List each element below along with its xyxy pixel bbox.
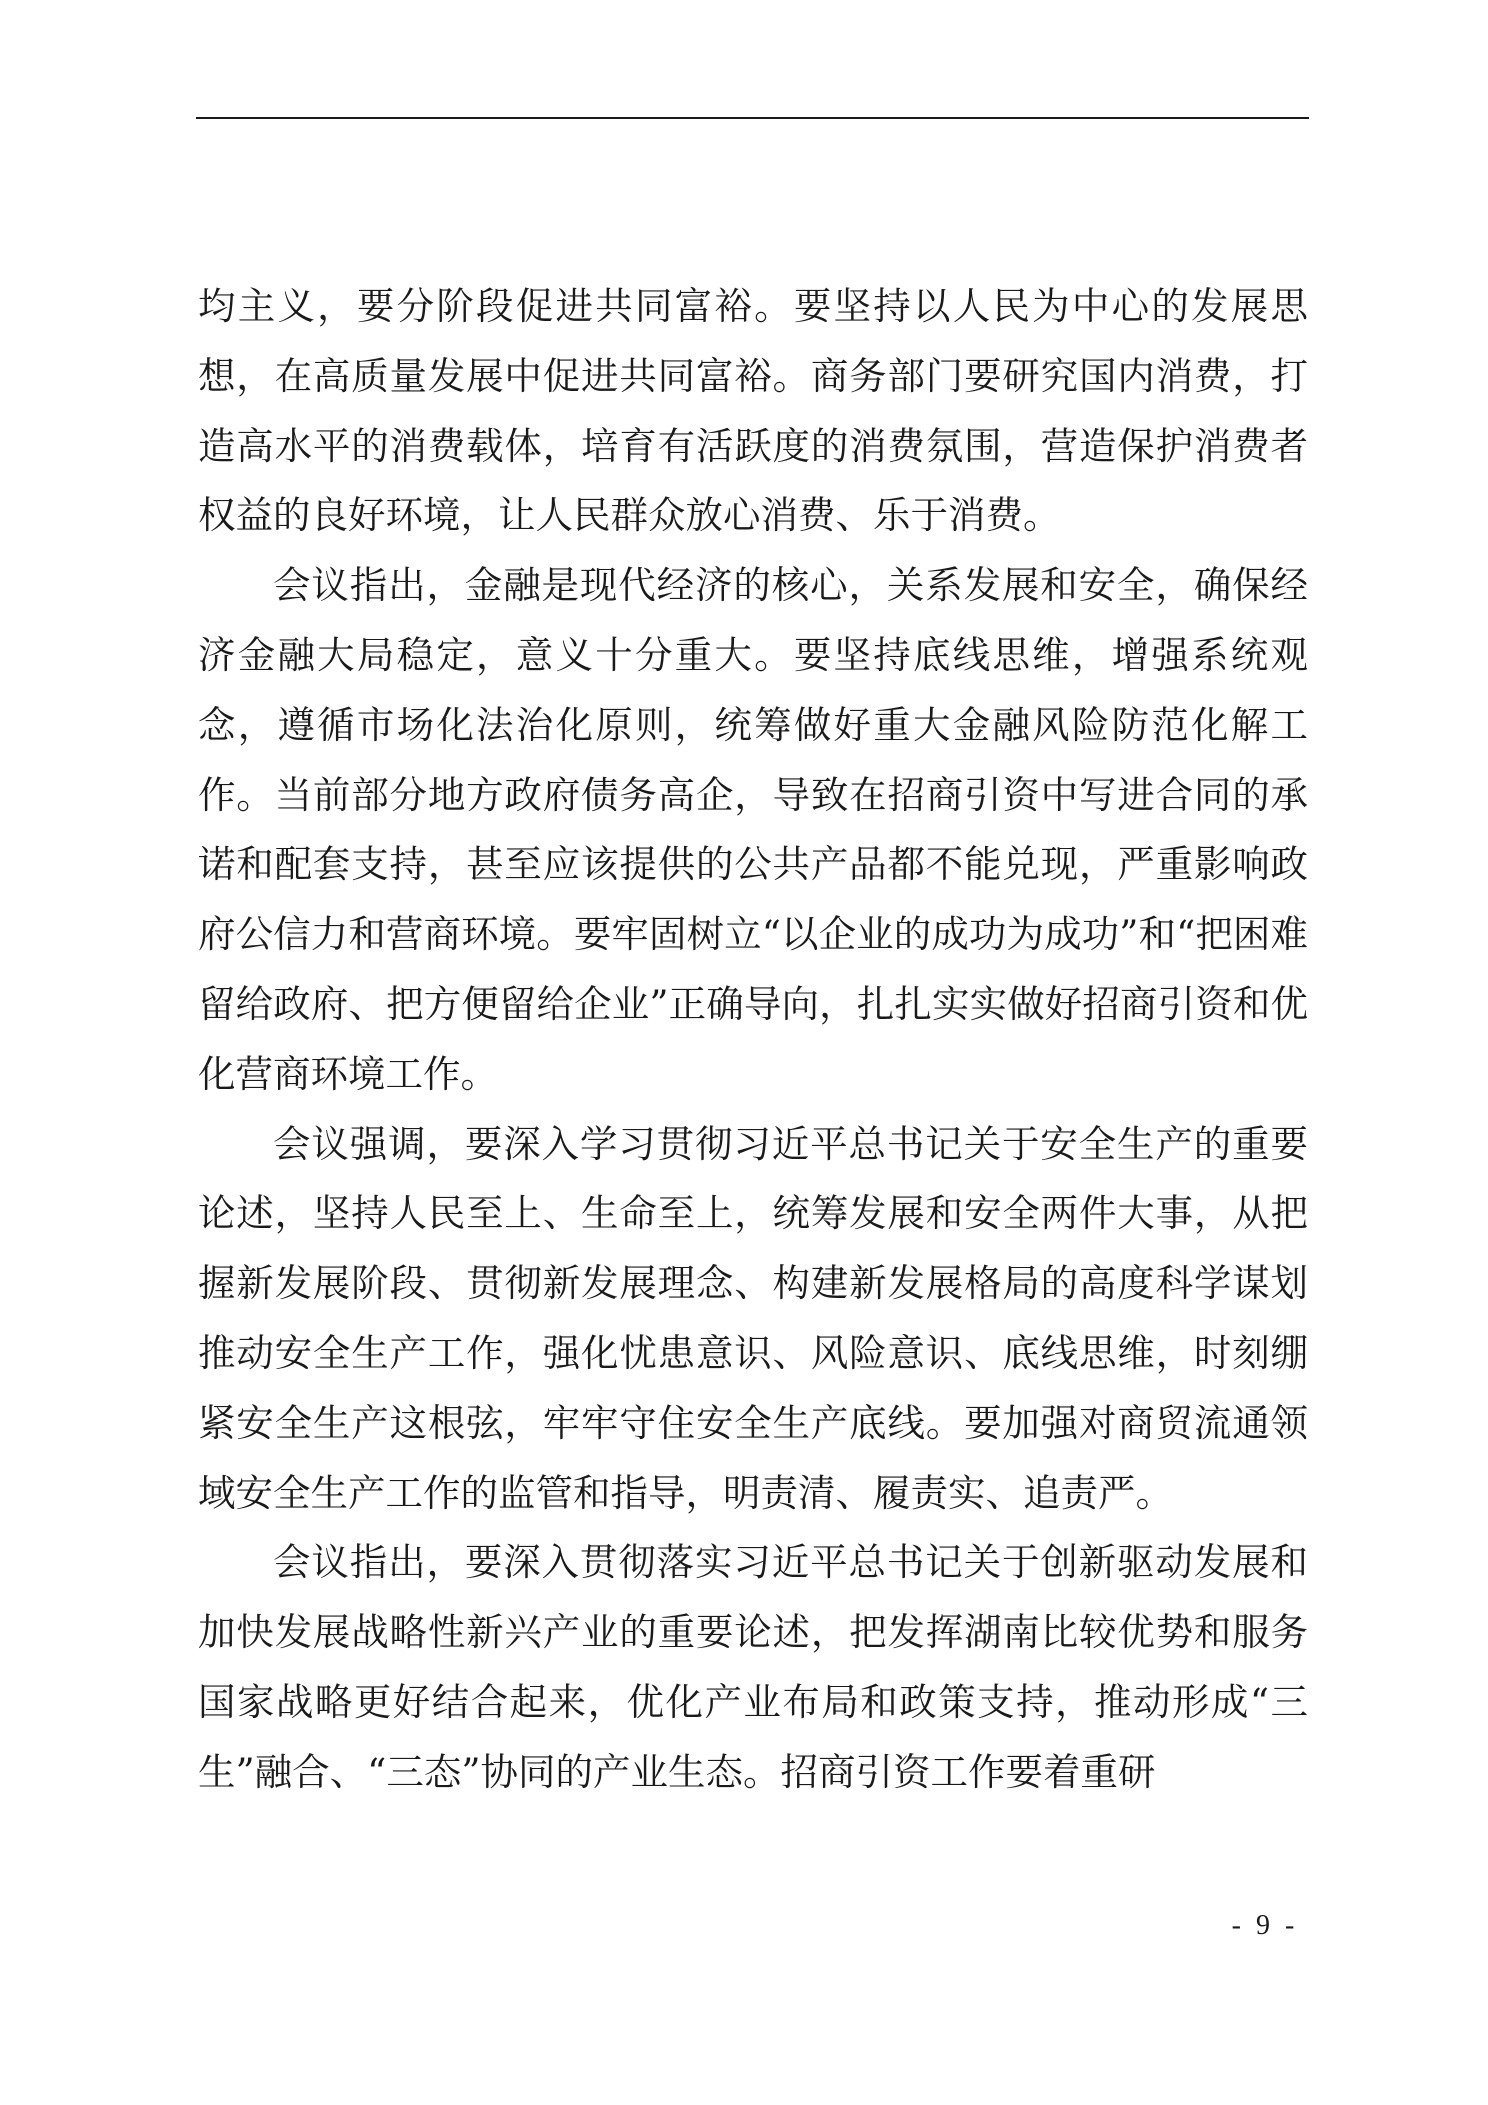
paragraph: 会议指出，要深入贯彻落实习近平总书记关于创新驱动发展和加快发展战略性新兴产业的重要论述，把发挥湖南比较优势和服务国家战略更好结合起来，优化产业布局和政策支持，推动形成“三生”融合、“三态”协同的产业生态。招商引资工作要着重研: [198, 1540, 1308, 1794]
page-number: - 9 -: [1231, 1910, 1299, 1941]
paragraph: 均主义，要分阶段促进共同富裕。要坚持以人民为中心的发展思想，在高质量发展中促进共同富裕。商务部门要研究国内消费，打造高水平的消费载体，培育有活跃度的消费氛围，营造保护消费者权益的良好环境，让人民群众放心消费、乐于消费。: [198, 284, 1308, 538]
paragraph: 会议指出，金融是现代经济的核心，关系发展和安全，确保经济金融大局稳定，意义十分重大。要坚持底线思维，增强系统观念，遵循市场化法治化原则，统筹做好重大金融风险防范化解工作。当前部分地方政府债务高企，导致在招商引资中写进合同的承诺和配套支持，甚至应该提供的公共产品都不能兑现，严重影响政府公信力和营商环境。要牢固树立“以企业的成功为成功”和“把困难留给政府、把方便留给企业”正确导向，扎扎实实做好招商引资和优化营商环境工作。: [198, 563, 1308, 1096]
header-rule: [196, 117, 1309, 119]
paragraph: 会议强调，要深入学习贯彻习近平总书记关于安全生产的重要论述，坚持人民至上、生命至上，统筹发展和安全两件大事，从把握新发展阶段、贯彻新发展理念、构建新发展格局的高度科学谋划推动安全生产工作，强化忧患意识、风险意识、底线思维，时刻绷紧安全生产这根弦，牢牢守住安全生产底线。要加强对商贸流通领域安全生产工作的监管和指导，明责清、履责实、追责严。: [198, 1121, 1308, 1515]
document-body: [198, 272, 1308, 1808]
